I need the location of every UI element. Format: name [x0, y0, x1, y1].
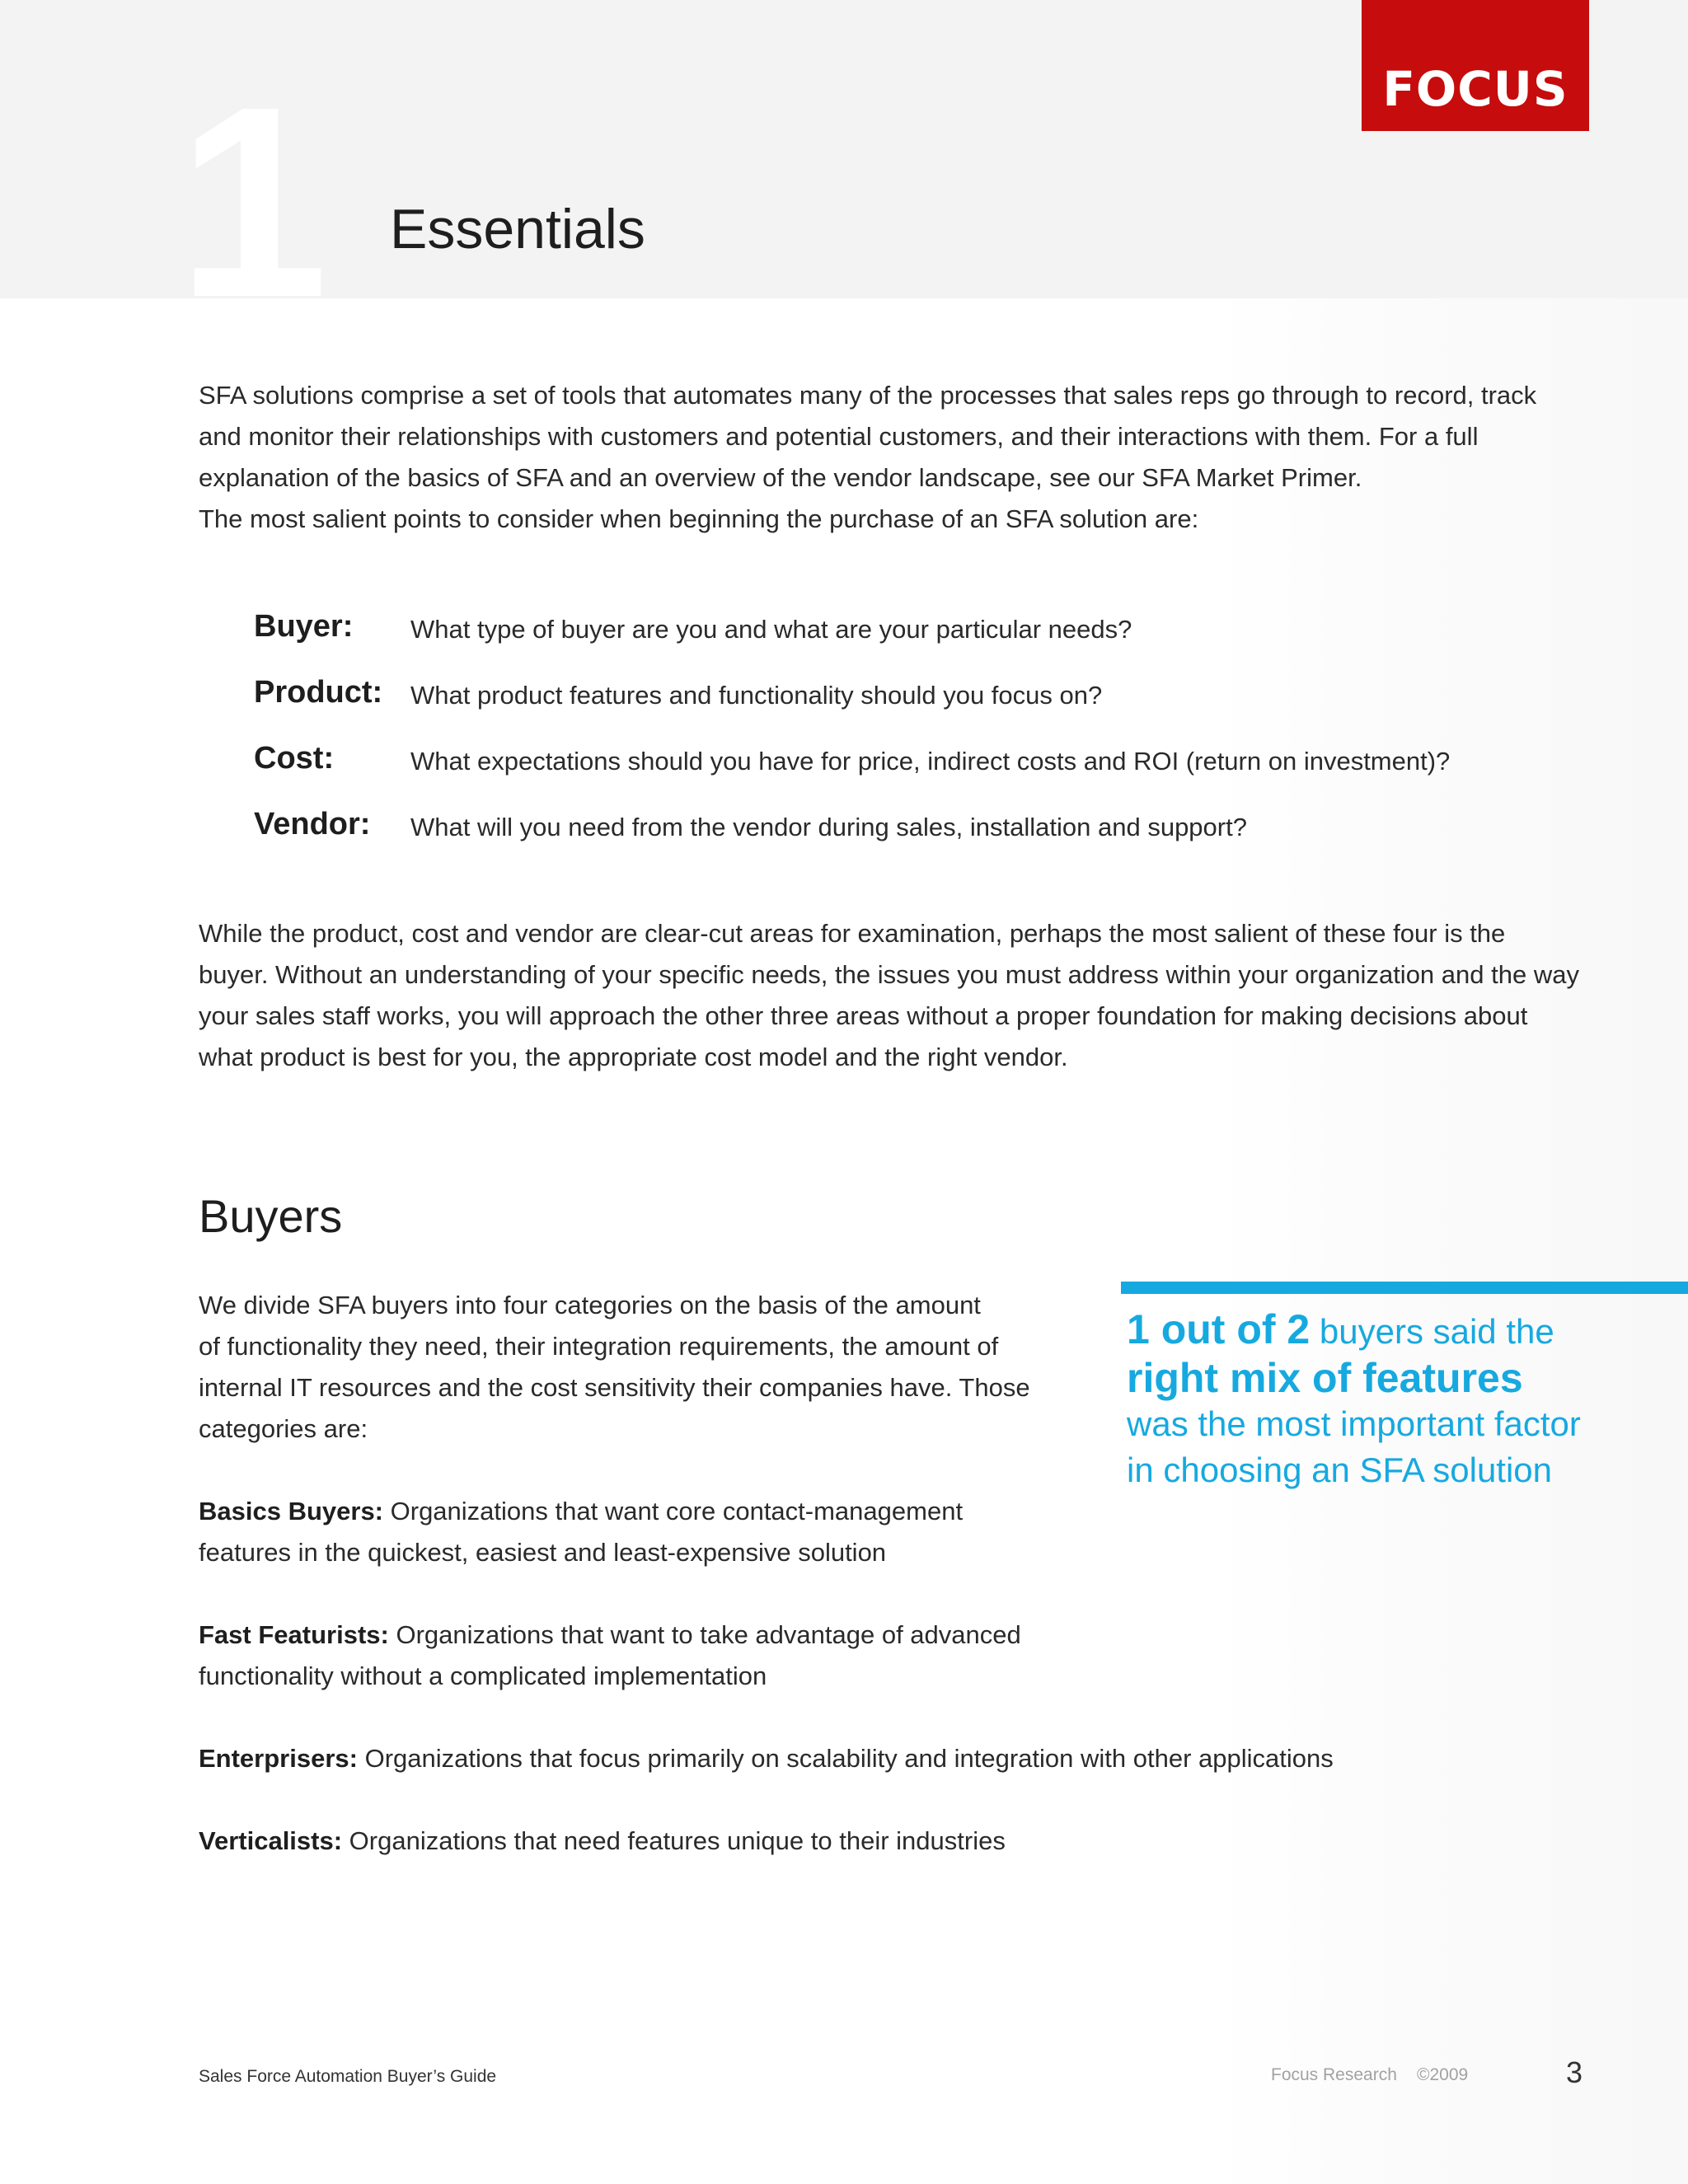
category-fast-featurists	[199, 1615, 1021, 1697]
intro-line: SFA solutions comprise a set of tools that automates many of the processes that sales reps go through to record, track	[199, 381, 1537, 410]
category-verticalists	[199, 1821, 1006, 1862]
category-label: Fast Featurists:	[199, 1620, 389, 1649]
buyers-intro	[199, 1285, 1056, 1450]
buyers-intro-line: internal IT resources and the cost sensitivity their companies have. Those	[199, 1373, 1030, 1402]
criterion-question: What type of buyer are you and what are your particular needs?	[410, 615, 1132, 644]
callout-text: was the most important factor	[1127, 1404, 1581, 1443]
criterion-question: What product features and functionality should you focus on?	[410, 681, 1103, 710]
analysis-line: buyer. Without an understanding of your specific needs, the issues you must address within your organization and the way	[199, 960, 1579, 989]
criterion-buyer	[254, 602, 1573, 651]
category-label: Enterprisers:	[199, 1744, 358, 1773]
criterion-cost	[254, 733, 1573, 783]
callout-accent-bar	[1121, 1282, 1688, 1294]
callout-text: in choosing an SFA solution	[1127, 1451, 1553, 1489]
buyers-heading: Buyers	[199, 1190, 343, 1242]
criterion-product	[254, 668, 1573, 717]
criterion-vendor	[254, 799, 1573, 849]
intro-paragraph	[199, 375, 1600, 540]
analysis-line: your sales staff works, you will approach the other three areas without a proper foundation for making decisions about	[199, 1001, 1528, 1030]
category-basics-buyers	[199, 1491, 963, 1573]
intro-line: The most salient points to consider when beginning the purchase of an SFA solution are:	[199, 504, 1199, 533]
callout-text: buyers said the	[1310, 1312, 1554, 1351]
criterion-term: Buyer:	[254, 609, 354, 644]
page-shading	[1212, 298, 1688, 2184]
category-text: Organizations that want core contact-management	[383, 1497, 964, 1526]
chapter-number: 1	[177, 49, 329, 354]
callout-stat: 1 out of 2	[1127, 1306, 1311, 1352]
category-enterprisers	[199, 1738, 1334, 1779]
analysis-line: what product is best for you, the appropriate cost model and the right vendor.	[199, 1043, 1068, 1071]
criterion-question: What will you need from the vendor during sales, installation and support?	[410, 813, 1247, 841]
category-text: Organizations that need features unique to their industries	[342, 1826, 1006, 1855]
criterion-question: What expectations should you have for price, indirect costs and ROI (return on investment)?	[410, 747, 1451, 776]
buyers-intro-line: categories are:	[199, 1414, 368, 1443]
intro-line: explanation of the basics of SFA and an overview of the vendor landscape, see our SFA Market Primer.	[199, 463, 1362, 492]
analysis-line: While the product, cost and vendor are clear-cut areas for examination, perhaps the most salient of these four is the	[199, 919, 1506, 948]
callout-emphasis: right mix of features	[1127, 1355, 1523, 1401]
category-text: Organizations that focus primarily on scalability and integration with other applications	[357, 1744, 1334, 1773]
buyers-intro-line: We divide SFA buyers into four categories on the basis of the amount	[199, 1291, 981, 1319]
category-text: features in the quickest, easiest and least-expensive solution	[199, 1538, 887, 1567]
footer-copyright: ©2009	[1417, 2065, 1469, 2084]
analysis-paragraph	[199, 913, 1600, 1078]
focus-logo	[1362, 0, 1589, 131]
criterion-term: Cost:	[254, 741, 335, 776]
stat-callout	[1127, 1306, 1671, 1493]
buyers-intro-line: of functionality they need, their integration requirements, the amount of	[199, 1332, 999, 1361]
category-label: Basics Buyers:	[199, 1497, 384, 1526]
section-title: Essentials	[390, 198, 645, 260]
criterion-term: Product:	[254, 675, 383, 710]
category-text: Organizations that want to take advantage of advanced	[388, 1620, 1021, 1649]
category-label: Verticalists:	[199, 1826, 343, 1855]
criterion-term: Vendor:	[254, 807, 371, 841]
logo-text: FOCUS	[1382, 61, 1568, 117]
intro-line: and monitor their relationships with customers and potential customers, and their interactions with them. For a full	[199, 422, 1479, 451]
page-number: 3	[1566, 2055, 1583, 2089]
footer-publisher: Focus Research	[1271, 2065, 1397, 2084]
footer-guide-title: Sales Force Automation Buyer’s Guide	[199, 2067, 497, 2086]
category-text: functionality without a complicated implementation	[199, 1661, 767, 1690]
